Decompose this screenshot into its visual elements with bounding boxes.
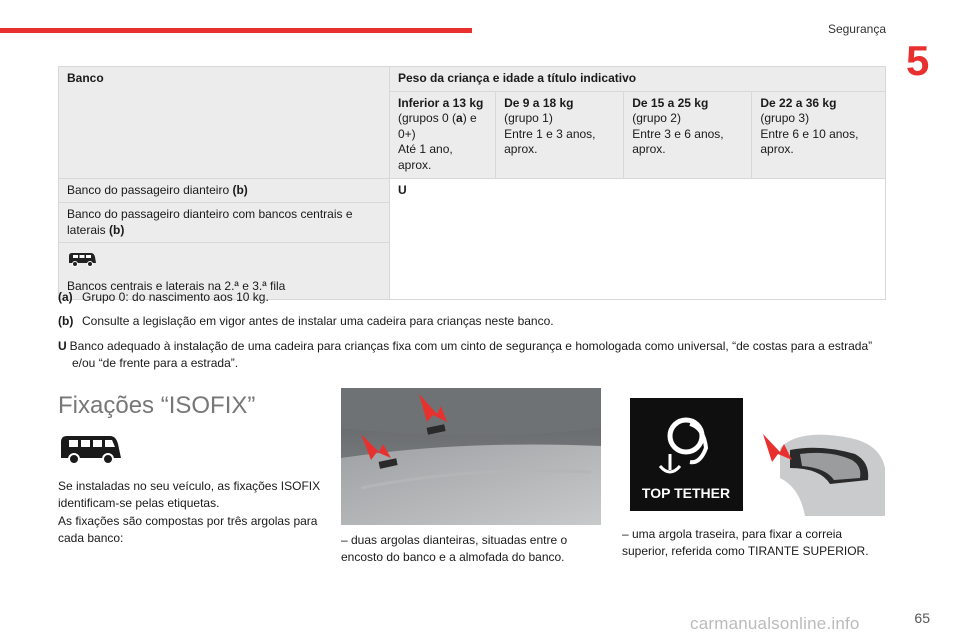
group-cell: De 9 a 18 kg (grupo 1) Entre 1 e 3 anos, aprox. bbox=[496, 91, 624, 178]
group-cell: Inferior a 13 kg (grupos 0 (a) e 0+) Até 1 ano, aprox. bbox=[390, 91, 496, 178]
isofix-paragraph: Se instaladas no seu veículo, as fixações ISOFIX identificam-se pelas etiquetas. As fixações são compostas por três argolas para cada banco: bbox=[58, 479, 321, 546]
top-tether-photo bbox=[630, 388, 885, 516]
group-cell: De 15 a 25 kg (grupo 2) Entre 3 e 6 anos, aprox. bbox=[624, 91, 752, 178]
van-icon bbox=[58, 432, 124, 466]
table-row-label: Banco do passageiro dianteiro com bancos centrais e laterais (b) bbox=[59, 203, 390, 243]
table-header-seat: Banco bbox=[59, 67, 390, 179]
footnote: U Banco adequado à instalação de uma cadeira para crianças fixa com um cinto de segurança e homologada como universal, “de costas para a estrada” e/ou “de frente para a estrada”. bbox=[58, 338, 873, 371]
child-seat-table bbox=[58, 66, 886, 300]
van-icon bbox=[67, 251, 97, 267]
table-header-weight: Peso da criança e idade a título indicativo bbox=[390, 67, 886, 92]
watermark: carmanualsonline.info bbox=[690, 614, 860, 633]
footnote: (b) Consulte a legislação em vigor antes de instalar uma cadeira para crianças neste banco. bbox=[58, 314, 554, 329]
footnotes bbox=[58, 289, 888, 380]
footnote: (a) Grupo 0: do nascimento aos 10 kg. bbox=[58, 290, 269, 304]
chapter-number: 5 bbox=[906, 37, 930, 84]
caption-front-anchors: – duas argolas dianteiras, situadas entre o encosto do banco e a almofada do banco. bbox=[341, 533, 568, 565]
caption-rear-anchor: – uma argola traseira, para fixar a correia superior, referida como TIRANTE SUPERIOR. bbox=[622, 527, 869, 559]
table-row-label: Banco do passageiro dianteiro (b) bbox=[59, 178, 390, 203]
front-anchors-photo bbox=[341, 388, 601, 525]
section-heading: Fixações “ISOFIX” bbox=[58, 392, 256, 419]
section-title: Segurança bbox=[827, 22, 886, 36]
header-accent-bar bbox=[0, 28, 472, 33]
group-cell: De 22 a 36 kg (grupo 3) Entre 6 e 10 anos, aprox. bbox=[752, 91, 886, 178]
top-tether-label: TOP TETHER bbox=[641, 485, 731, 501]
page-number: 65 bbox=[914, 610, 930, 626]
table-value-cell: U bbox=[390, 178, 886, 299]
table-row-label: Bancos centrais e laterais na 2.ª e 3.ª fila bbox=[59, 243, 390, 300]
